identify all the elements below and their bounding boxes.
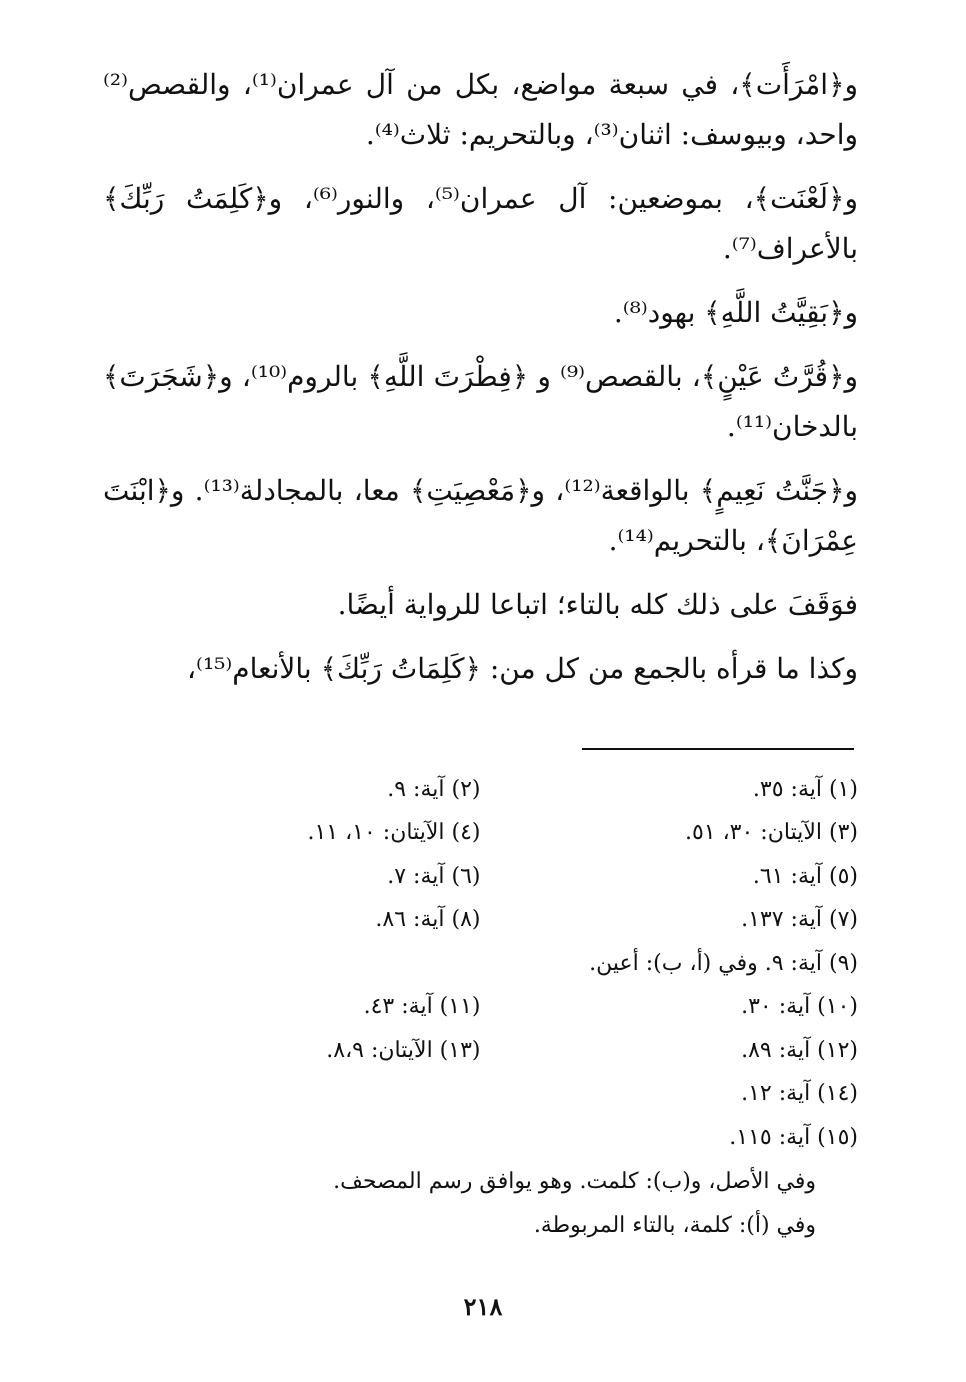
paragraph: و﴿امْرَأَت﴾، في سبعة مواضع، بكل من آل عمران⁽¹⁾، والقصص⁽²⁾ واحد، وبيوسف: اثنان⁽³⁾، وبالتحريم: ثلاث⁽⁴⁾.	[103, 68, 858, 151]
paragraph: و﴿بَقِيَّتُ اللَّهِ﴾ بهود⁽⁸⁾.	[613, 296, 858, 329]
main-text	[103, 60, 858, 708]
footnotes	[103, 768, 858, 1248]
footnote: (١٥) آية: ١١٥.	[729, 1124, 858, 1150]
paragraph: فوَقَفَ على ذلك كله بالتاء؛ اتباعا للرواية أيضًا.	[337, 588, 858, 621]
footnote: (١٤) آية: ١٢.	[741, 1081, 858, 1107]
page-number: ٢١٨	[463, 1292, 503, 1321]
footnote: (٣) الآيتان: ٣٠، ٥١.	[684, 820, 858, 846]
paragraph: وكذا ما قرأه بالجمع من كل من: ﴿كَلِمَاتُ رَبِّكَ﴾ بالأنعام⁽¹⁵⁾،	[187, 652, 858, 685]
footnote: (٥) آية: ٦١.	[752, 863, 858, 889]
footnote-row	[103, 1073, 858, 1117]
footnote-separator	[582, 748, 854, 750]
footnote-row	[103, 986, 858, 1030]
footnote-row	[103, 768, 858, 812]
footnote-row	[103, 855, 858, 899]
footnote-continuation: وفي الأصل، و(ب): كلمت. وهو يوافق رسم المصحف.	[333, 1168, 816, 1194]
footnote-continuation: وفي (أ): كلمة، بالتاء المربوطة.	[533, 1212, 816, 1238]
footnote: (٩) آية: ٩. وفي (أ، ب): أعين.	[589, 950, 858, 976]
footnote-row	[103, 942, 858, 986]
footnote: (١١) آية: ٤٣.	[363, 994, 481, 1020]
footnote: (٨) آية: ٨٦.	[375, 907, 481, 933]
footnote: (١) آية: ٣٥.	[752, 776, 858, 802]
paragraph: و﴿لَعْنَت﴾، بموضعين: آل عمران⁽⁵⁾، والنور⁽⁶⁾، و﴿كَلِمَتُ رَبِّكَ﴾ بالأعراف⁽⁷⁾.	[103, 182, 858, 265]
footnote: (٤) الآيتان: ١٠، ١١.	[307, 820, 481, 846]
footnote: (١٢) آية: ٨٩.	[741, 1037, 858, 1063]
footnote-row	[103, 1116, 858, 1160]
paragraph: و﴿قُرَّتُ عَيْنٍ﴾، بالقصص⁽⁹⁾ و ﴿فِطْرَتَ اللَّهِ﴾ بالروم⁽¹⁰⁾، و﴿شَجَرَتَ﴾ بالدخان⁽¹¹⁾.	[103, 360, 858, 443]
footnote: (٦) آية: ٧.	[387, 863, 481, 889]
footnote: (١٠) آية: ٣٠.	[741, 994, 858, 1020]
footnote-row	[103, 899, 858, 943]
footnote-row	[103, 1029, 858, 1073]
footnote: (١٣) الآيتان: ٨،٩.	[326, 1037, 481, 1063]
footnote-row	[103, 812, 858, 856]
footnote: (٧) آية: ١٣٧.	[741, 907, 858, 933]
footnote: (٢) آية: ٩.	[387, 776, 481, 802]
paragraph: و﴿جَنَّتُ نَعِيمٍ﴾ بالواقعة⁽¹²⁾، و﴿مَعْصِيَتِ﴾ معا، بالمجادلة⁽¹³⁾. و﴿ابْنَتَ عِمْرَانَ﴾، بالتحريم⁽¹⁴⁾.	[103, 474, 859, 557]
